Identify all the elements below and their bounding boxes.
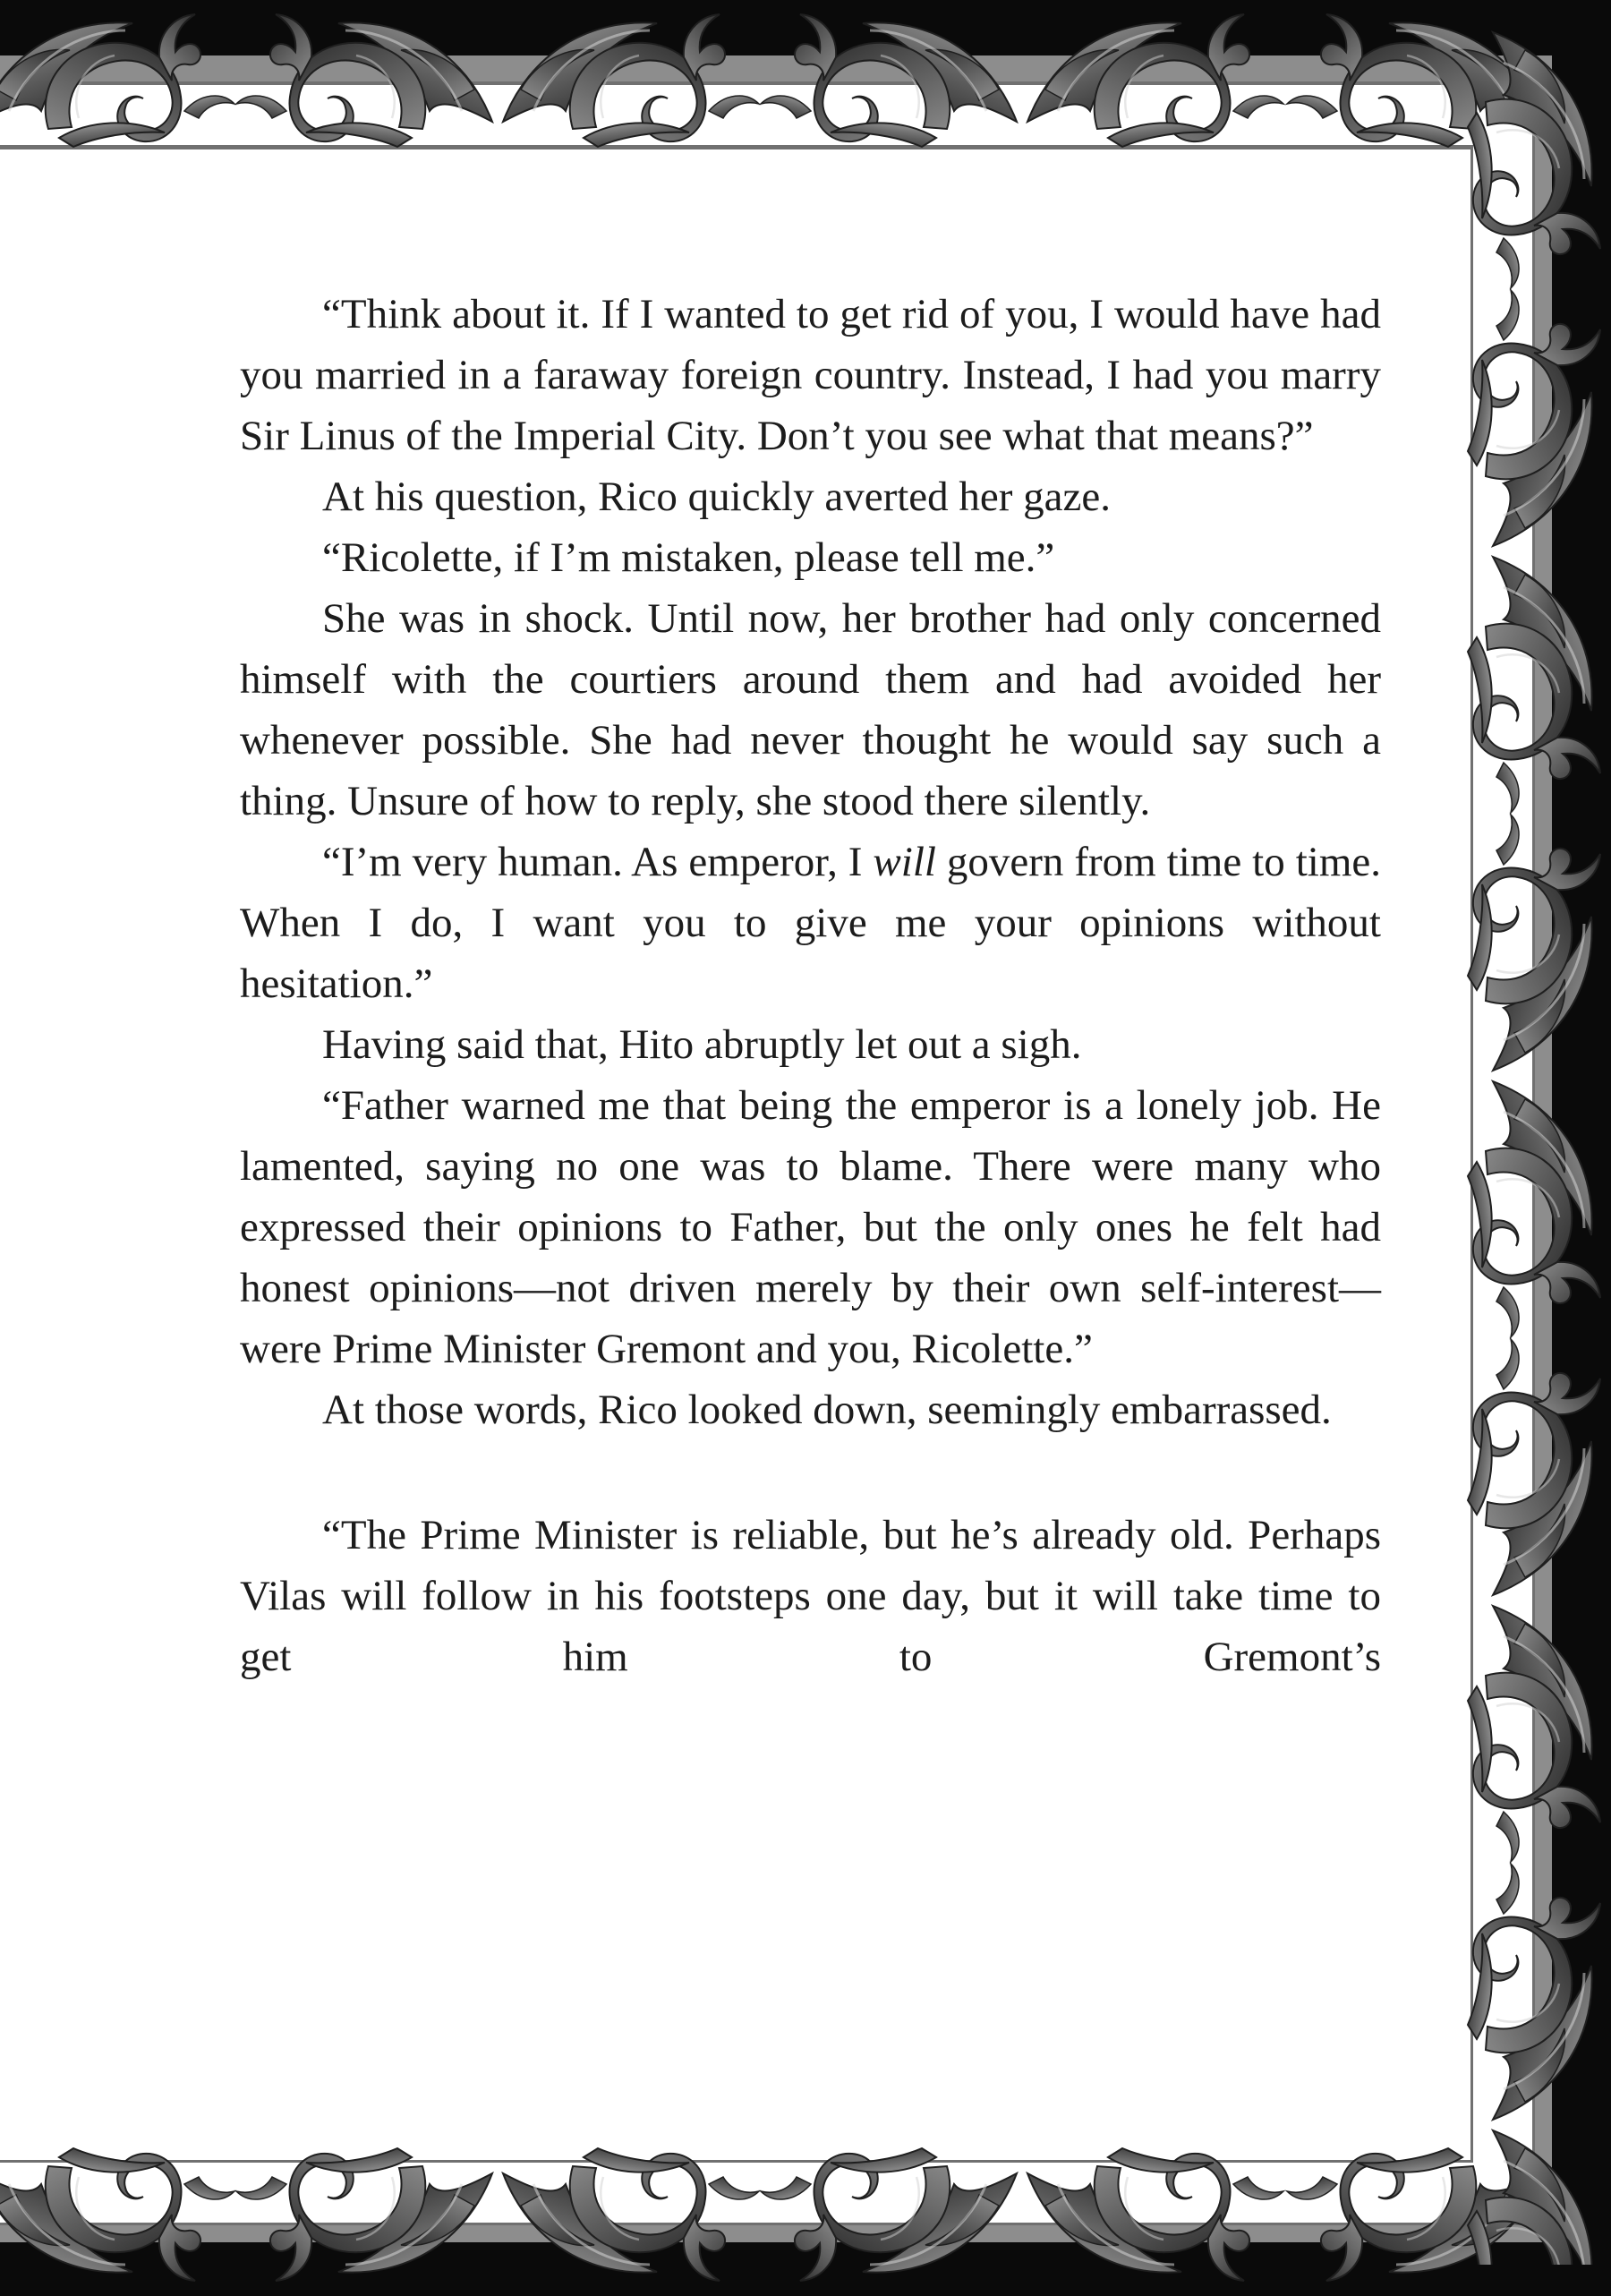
- text-segment: At those words, Rico looked down, seemingly embarrassed.: [322, 1387, 1332, 1433]
- scene-break-spacer: [240, 1440, 1381, 1505]
- paragraph: [240, 588, 1381, 832]
- paragraph: [240, 1505, 1381, 1687]
- text-segment: “Think about it. If I wanted to get rid of you, I would have had you married in a faraway foreign country. Instead, I had you marry Sir Linus of the Imperial City. Don’t you see what that means?”: [240, 291, 1381, 459]
- paragraph: [240, 527, 1381, 588]
- text-segment: “The Prime Minister is reliable, but he’s already old. Perhaps Vilas will follow in his footsteps one day, but it will take time to get him to Gremont’s: [240, 1512, 1381, 1680]
- text-segment: “I’m very human. As emperor, I: [322, 839, 874, 885]
- text-block: [0, 149, 1470, 2160]
- paragraph: [240, 466, 1381, 527]
- text-segment: “Ricolette, if I’m mistaken, please tell me.”: [322, 534, 1055, 581]
- paragraph: [240, 1379, 1381, 1440]
- text-segment: She was in shock. Until now, her brother had only concerned himself with the courtiers around them and had avoided her whenever possible. She had never thought he would say such a thing. Unsure of how to reply, she stood there silently.: [240, 595, 1381, 824]
- text-segment: govern from time to time. When I do, I want you to give me your opinions without hesitation.”: [240, 839, 1381, 1007]
- paragraph: [240, 1075, 1381, 1379]
- paragraph: [240, 284, 1381, 466]
- paragraph: [240, 1014, 1381, 1075]
- text-segment: At his question, Rico quickly averted her gaze.: [322, 474, 1111, 520]
- paragraph: [240, 832, 1381, 1014]
- text-segment: “Father warned me that being the emperor is a lonely job. He lamented, saying no one was to blame. There were many who expressed their opinions to Father, but the only ones he felt had honest opinions—not driven merely by their own self-interest—were Prime Minister Gremont and you, Ricolette.”: [240, 1082, 1381, 1372]
- text-segment: Having said that, Hito abruptly let out a sigh.: [322, 1021, 1082, 1068]
- italic-emphasis: will: [873, 839, 936, 885]
